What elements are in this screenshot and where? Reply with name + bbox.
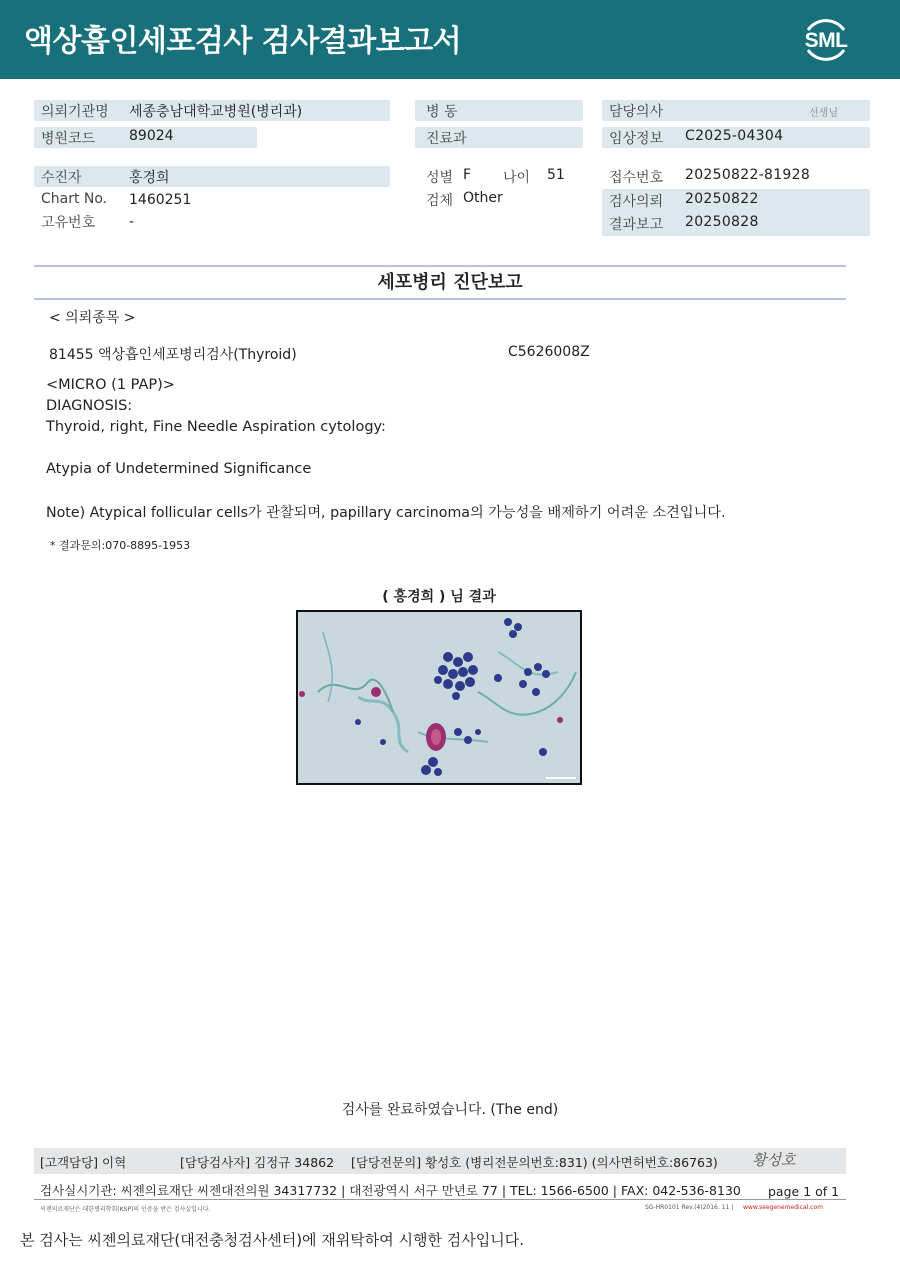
report-header <box>0 0 900 79</box>
signature: 황성호 <box>752 1151 796 1169</box>
unique-no-label: 고유번호 <box>41 215 96 231</box>
lab-info: 검사실시기관: 씨젠의료재단 씨젠대전의원 34317732 | 대전광역시 서구 만년로 77 | TEL: 1566-6500 | FAX: 042-536-8130 <box>40 1183 741 1198</box>
diagnosis-result: Atypia of Undetermined Significance <box>46 461 312 477</box>
report-date-value: 20250828 <box>685 214 759 230</box>
cert-note: 씨젠의료재단은 대한병리학회(KSP)의 인증을 받은 검사실입니다. <box>40 1206 211 1213</box>
age-value: 51 <box>547 167 565 183</box>
receipt-label: 접수번호 <box>609 170 664 186</box>
institution-label: 의뢰기관명 <box>41 104 109 120</box>
test-name: 81455 액상흡인세포병리검사(Thyroid) <box>49 347 297 363</box>
doctor-suffix: 선생님 <box>809 108 838 119</box>
unique-no-value: - <box>129 214 135 230</box>
diagnosis-site: Thyroid, right, Fine Needle Aspiration cytology: <box>46 419 386 435</box>
diagnosis-note: Note) Atypical follicular cells가 관찰되며, papillary carcinoma의 가능성을 배제하기 어려운 소견입니다. <box>46 505 726 521</box>
chart-no-label: Chart No. <box>41 191 108 207</box>
form-code: SG-HR0101 Rev.(4)2016. 11 | <box>645 1204 734 1211</box>
patient-row <box>34 166 390 187</box>
request-items-label: < 의뢰종목 > <box>49 310 136 326</box>
report-main-title: 액상흡인세포검사 검사결과보고서 <box>24 24 462 59</box>
hospital-code-value: 89024 <box>129 128 174 144</box>
institution-value: 세종충남대학교병원(병리과) <box>129 104 303 120</box>
request-value: 20250822 <box>685 191 759 207</box>
end-text: 검사를 완료하였습니다. (The end) <box>341 1102 559 1118</box>
logo-text: SML <box>804 29 848 52</box>
footer-rule <box>34 1199 846 1200</box>
customer-rep: [고객담당] 이혁 <box>40 1155 127 1170</box>
cytology-micrograph-image <box>298 612 580 783</box>
hospital-code-label: 병원코드 <box>41 131 96 147</box>
age-label: 나이 <box>503 170 531 186</box>
sex-value: F <box>463 167 472 183</box>
test-code: C5626008Z <box>508 344 590 360</box>
website-link[interactable]: www.seegenemedical.com <box>743 1204 823 1211</box>
chart-no-value: 1460251 <box>129 192 192 208</box>
sml-logo <box>800 14 852 66</box>
cytology-image <box>296 610 582 785</box>
sex-label: 성별 <box>426 170 454 186</box>
diagnosis-label: DIAGNOSIS: <box>46 398 133 414</box>
title-bottom-rule <box>34 298 846 300</box>
micro-line: <MICRO (1 PAP)> <box>46 377 175 393</box>
clinical-label: 임상정보 <box>609 131 664 147</box>
specialist: [담당전문의] 황성호 (병리전문의번호:831) (의사면허번호:86763) <box>351 1155 718 1170</box>
patient-label: 수진자 <box>41 170 82 186</box>
receipt-value: 20250822-81928 <box>685 167 811 183</box>
contact-info: * 결과문의:070-8895-1953 <box>50 539 191 552</box>
doctor-label: 담당의사 <box>609 104 664 120</box>
patient-value: 홍경희 <box>129 170 170 186</box>
request-label: 검사의뢰 <box>609 194 664 210</box>
examiner: [담당검사자] 김정규 34862 <box>180 1155 335 1170</box>
ward-label: 병 동 <box>426 104 458 120</box>
title-top-rule <box>34 265 846 267</box>
clinical-value: C2025-04304 <box>685 128 784 144</box>
bottom-note: 본 검사는 씨젠의료재단(대전충청검사센터)에 재위탁하여 시행한 검사입니다. <box>20 1231 524 1249</box>
specimen-value: Other <box>463 190 503 206</box>
department-label: 진료과 <box>426 131 467 147</box>
page-number: page 1 of 1 <box>768 1184 840 1199</box>
specimen-label: 검체 <box>426 193 454 209</box>
report-date-label: 결과보고 <box>609 217 664 233</box>
image-caption: ( 홍경희 ) 님 결과 <box>382 589 496 605</box>
report-title: 세포병리 진단보고 <box>377 272 523 293</box>
